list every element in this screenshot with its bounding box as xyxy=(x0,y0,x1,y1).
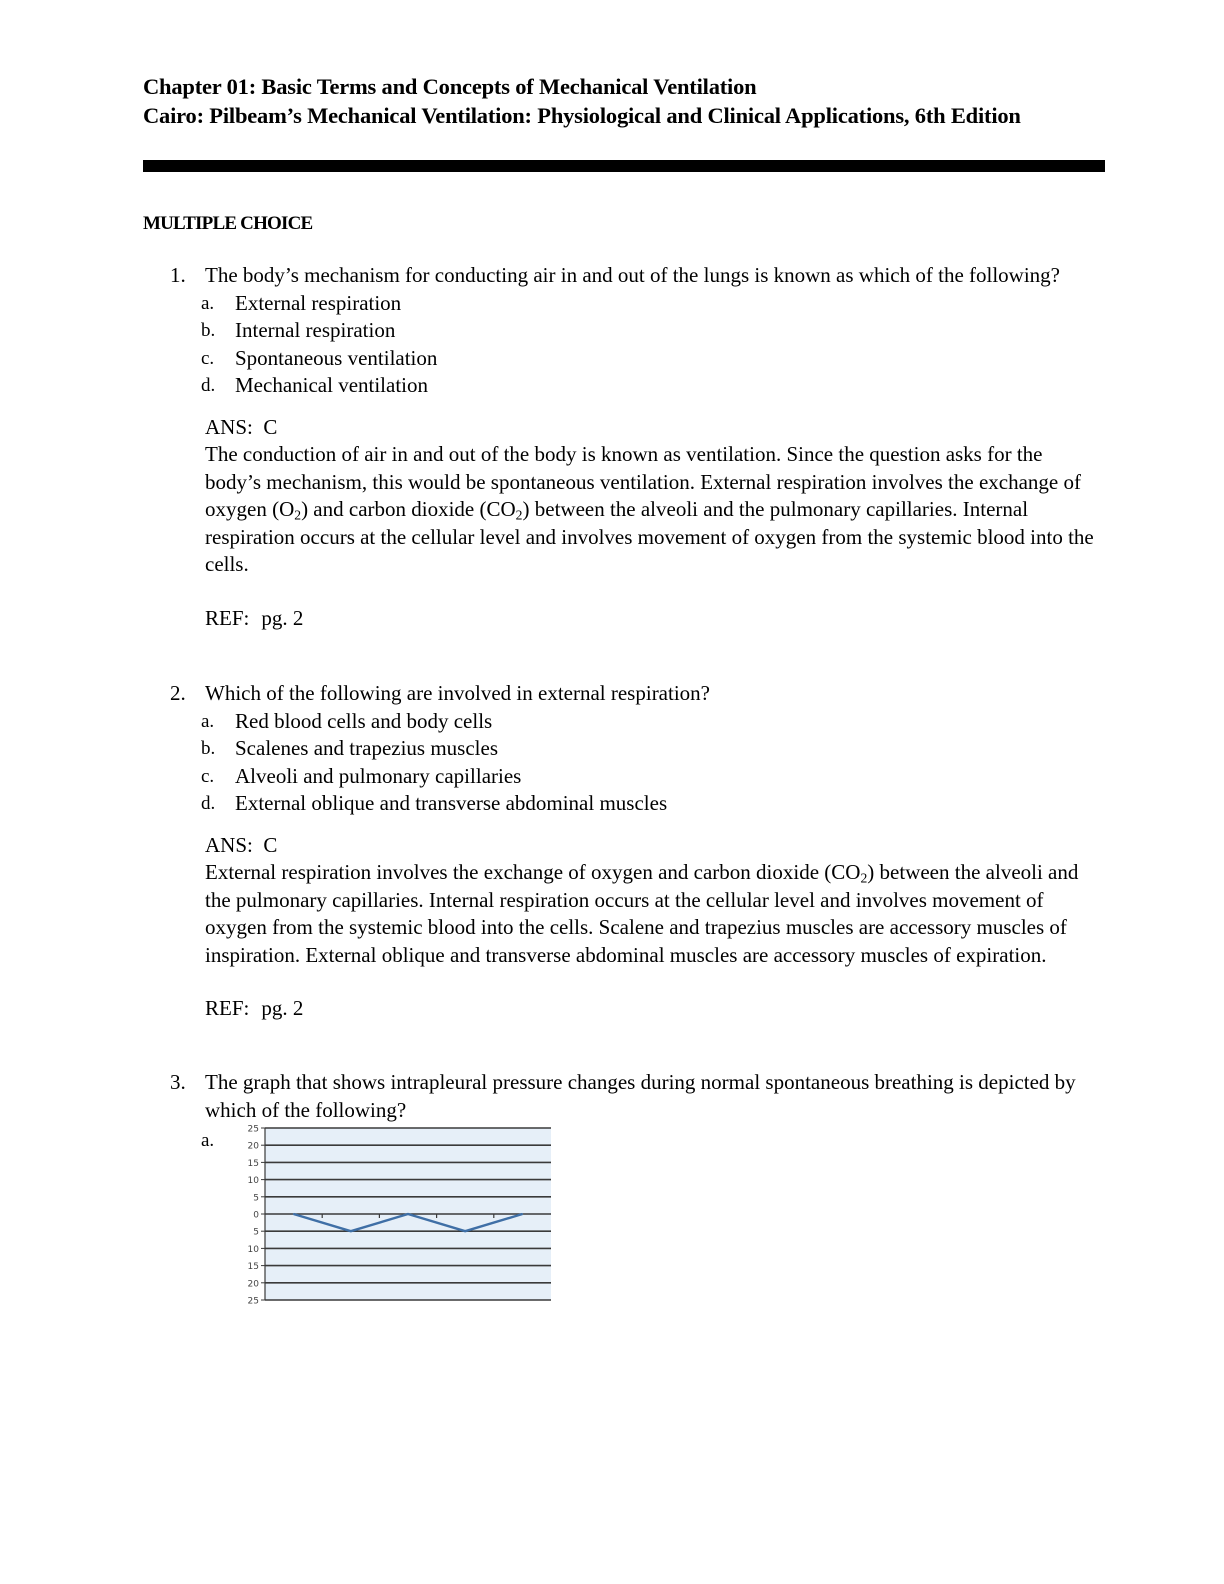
question-number: 3. xyxy=(170,1070,186,1094)
data-point xyxy=(350,1230,352,1232)
option-a-pressure-graph xyxy=(230,1118,560,1308)
answer-block xyxy=(143,414,1103,633)
answer-line xyxy=(205,832,1103,860)
question-stem: The graph that shows intrapleural pressure changes during normal spontaneous breathing is depicted by which of the following? xyxy=(205,1070,1076,1122)
reference-value: pg. 2 xyxy=(261,605,304,630)
answer-value: C xyxy=(263,414,278,439)
reference-label: REF: xyxy=(205,605,250,630)
question-stem: The body’s mechanism for conducting air in and out of the lungs is known as which of the following? xyxy=(205,263,1061,287)
header-divider xyxy=(143,160,1105,172)
option-text: External oblique and transverse abdominal muscles xyxy=(235,791,668,815)
option-c xyxy=(143,345,1103,373)
option-a-letter: a. xyxy=(201,1130,215,1151)
y-tick-label: 10 xyxy=(247,1176,259,1187)
subscript: 2 xyxy=(515,507,523,523)
y-tick-label: 20 xyxy=(247,1141,259,1152)
answer-block xyxy=(143,832,1103,1023)
option-b xyxy=(143,317,1103,345)
question-number: 1. xyxy=(170,263,186,287)
option-text: External respiration xyxy=(235,290,402,315)
data-point xyxy=(293,1213,295,1215)
data-point xyxy=(407,1213,409,1215)
question-2 xyxy=(143,680,1103,1023)
option-text: Spontaneous ventilation xyxy=(235,345,438,370)
option-letter: c. xyxy=(201,765,215,787)
option-b xyxy=(143,735,1103,763)
question-stem: Which of the following are involved in external respiration? xyxy=(205,681,710,705)
option-letter: b. xyxy=(201,320,216,341)
option-list xyxy=(143,708,1103,818)
option-letter: a. xyxy=(201,710,215,732)
answer-label: ANS: xyxy=(205,414,253,439)
answer-line xyxy=(205,414,1103,442)
option-letter: a. xyxy=(201,292,215,314)
option-d xyxy=(143,372,1103,400)
option-letter: d. xyxy=(201,375,216,396)
option-list xyxy=(143,290,1103,400)
y-tick-label: 15 xyxy=(247,1158,259,1169)
data-point xyxy=(464,1230,466,1232)
reference xyxy=(205,995,1103,1023)
rationale: External respiration involves the exchange of oxygen and carbon dioxide $(CO_2)$ between the alveoli and the pulmonary capillaries. Internal respiration occurs at the cellular level and involves movement of oxygen from the systemic blood into the cells. Scalene and trapezius muscles are accessory muscles of inspiration. External oblique and transverse abdominal muscles are accessory muscles of expiration. xyxy=(205,860,1079,967)
y-tick-label: 15 xyxy=(247,1262,259,1273)
question-number: 2. xyxy=(170,681,186,705)
option-c xyxy=(143,763,1103,791)
option-d xyxy=(143,790,1103,818)
question-1 xyxy=(143,262,1103,632)
reference xyxy=(205,605,1103,633)
question-3 xyxy=(143,1069,1103,1124)
document-header xyxy=(143,72,1115,130)
option-text: Red blood cells and body cells xyxy=(235,708,493,733)
chapter-title: Chapter 01: Basic Terms and Concepts of Mechanical Ventilation xyxy=(143,74,757,99)
option-letter: d. xyxy=(201,793,216,814)
book-title: Cairo: Pilbeam’s Mechanical Ventilation: Physiological and Clinical Applications, 6th Edition xyxy=(143,103,1021,128)
option-text: Alveoli and pulmonary capillaries xyxy=(235,763,522,788)
y-tick-label: 5 xyxy=(253,1227,259,1238)
option-letter: b. xyxy=(201,738,216,759)
y-tick-label: 10 xyxy=(247,1244,259,1255)
y-tick-label: 20 xyxy=(247,1279,259,1290)
reference-label: REF: xyxy=(205,996,250,1020)
y-tick-label: 5 xyxy=(253,1193,259,1204)
option-text: Internal respiration xyxy=(235,318,396,342)
answer-value: C xyxy=(263,832,278,857)
y-tick-label: 25 xyxy=(247,1124,259,1135)
subscript: 2 xyxy=(294,507,302,523)
subscript: 2 xyxy=(860,870,868,886)
option-text: Scalenes and trapezius muscles xyxy=(235,736,498,760)
option-a xyxy=(143,708,1103,736)
option-text: Mechanical ventilation xyxy=(235,373,429,397)
data-point xyxy=(522,1213,524,1215)
reference-value: pg. 2 xyxy=(261,996,304,1020)
option-a xyxy=(143,290,1103,318)
option-letter: c. xyxy=(201,347,215,369)
y-tick-label: 25 xyxy=(247,1296,259,1307)
section-heading: MULTIPLE CHOICE xyxy=(143,213,313,234)
rationale: The conduction of air in and out of the body is known as ventilation. Since the question asks for the body’s mechanism, this would be spontaneous ventilation. External respiration involves the exchange of oxygen $(O_2)$ and carbon dioxide $(CO_2)$ between the alveoli and the pulmonary capillaries. Internal respiration occurs at the cellular level and involves movement of oxygen from the systemic blood into the cells. xyxy=(205,442,1094,576)
y-tick-label: 0 xyxy=(253,1210,259,1221)
answer-label: ANS: xyxy=(205,832,253,857)
